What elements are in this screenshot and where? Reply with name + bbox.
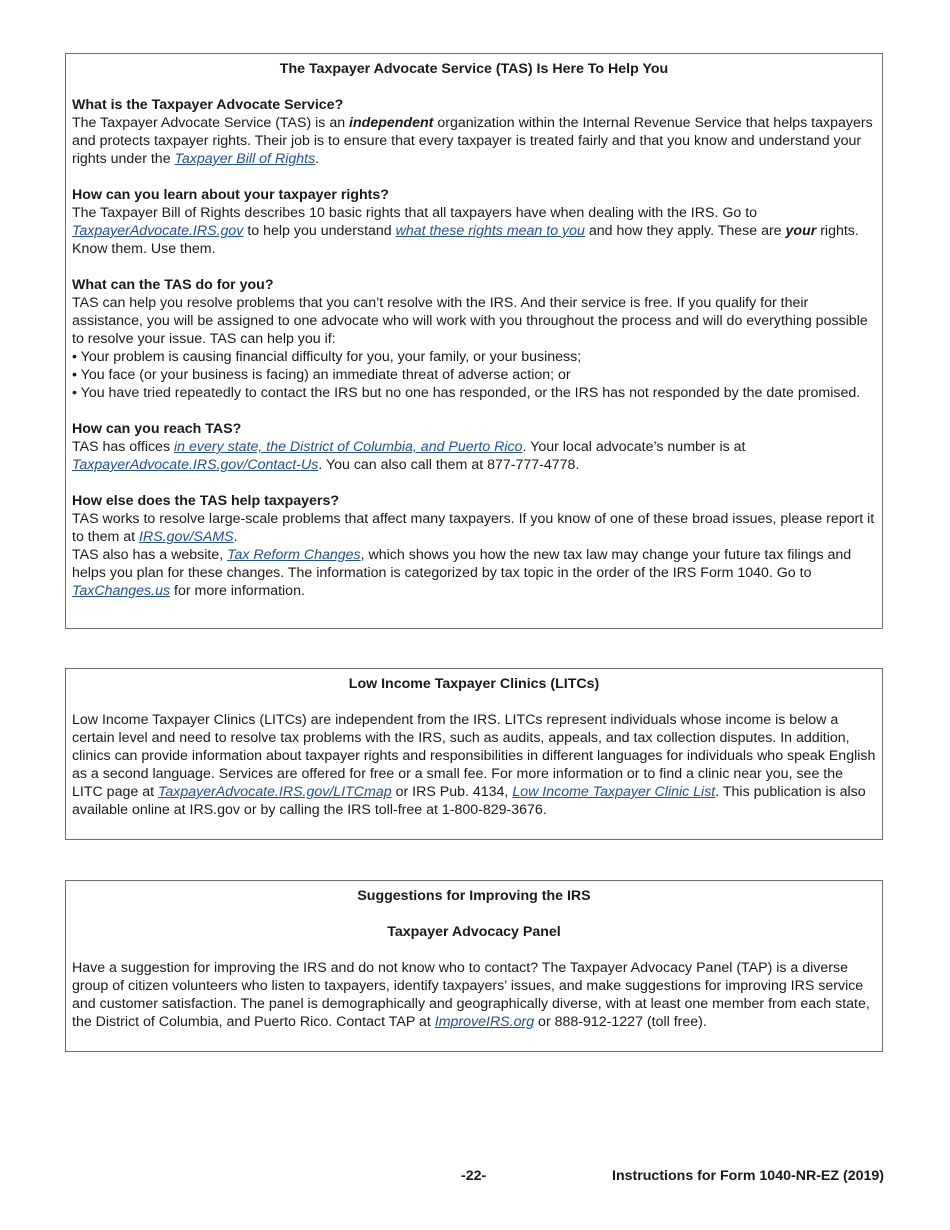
suggestions-section-title: Suggestions for Improving the IRS — [357, 888, 591, 904]
text-run: , which shows you how the new tax law may change your future tax filings and helps you plan for these changes. The information is categorized by tax topic in the order of the IRS Form 1040. Go to — [72, 547, 852, 581]
litc-clinic-list-link[interactable]: Low Income Taxpayer Clinic List — [512, 784, 716, 800]
improveirs-link[interactable]: ImproveIRS.org — [434, 1014, 535, 1030]
suggestions-paragraph — [72, 959, 876, 1031]
emphasis-text: independent — [349, 115, 434, 131]
text-run: or IRS Pub. 4134, — [391, 784, 513, 800]
suggestions-section — [65, 880, 883, 1052]
text-run: for more information. — [170, 583, 305, 599]
tas-section-title: The Taxpayer Advocate Service (TAS) Is Here To Help You — [279, 61, 669, 77]
tas-answer-what-can-do: TAS can help you resolve problems that you can’t resolve with the IRS. And their service is free. If you qualify for their assistance, you will be assigned to one advocate who will work with you throughout the process and will do everything possible to resolve your issue. TAS can help you if: — [72, 295, 868, 347]
text-run: TAS works to resolve large-scale problems that affect many taxpayers. If you know of one of these broad issues, please report it to them at — [72, 511, 875, 545]
text-run: . — [233, 529, 238, 545]
form-title-footer: Instructions for Form 1040-NR-EZ (2019) — [612, 1168, 884, 1184]
tax-reform-changes-link[interactable]: Tax Reform Changes — [227, 547, 361, 563]
tas-section — [65, 53, 883, 629]
tas-website-paragraph — [72, 546, 876, 600]
text-run: . Your local advocate’s number is at — [522, 439, 746, 455]
tas-answer-else — [72, 510, 876, 546]
tas-question-what-can-do: What can the TAS do for you? — [72, 277, 274, 293]
list-item — [72, 348, 876, 366]
list-item-text: You face (or your business is facing) an immediate threat of adverse action; or — [80, 367, 571, 383]
offices-link[interactable]: in every state, the District of Columbia, and Puerto Rico — [174, 439, 523, 455]
tas-question-what-is: What is the Taxpayer Advocate Service? — [72, 97, 344, 113]
text-run: and how they apply. These are — [584, 223, 786, 239]
text-run: . This publication is also available online at IRS.gov or by calling the IRS toll-free at 1-800-829-3676. — [72, 784, 866, 818]
text-run: . You can also call them at 877-777-4778. — [318, 457, 580, 473]
text-run: Have a suggestion for improving the IRS and do not know who to contact? The Taxpayer Advocacy Panel (TAP) is a diverse group of citizen volunteers who listen to taxpayers, identify taxpayers’ issues, and make suggestions for improving IRS service and customer satisfaction. The panel is demographically and geographically diverse, with at least one member from each state, the District of Columbia, and Puerto Rico. Contact TAP at — [72, 960, 870, 1030]
bullet-icon: • — [72, 349, 77, 365]
rights-meaning-link[interactable]: what these rights mean to you — [395, 223, 585, 239]
text-run: organization within the Internal Revenue Service that helps taxpayers and protects taxpayer rights. Their job is to ensure that every taxpayer is treated fairly and that you know and understand your rights under the — [72, 115, 873, 167]
tas-answer-reach — [72, 438, 876, 474]
litc-paragraph — [72, 711, 876, 819]
taxpayer-advocate-link[interactable]: TaxpayerAdvocate.IRS.gov — [72, 223, 244, 239]
litc-section — [65, 668, 883, 840]
text-run: The Taxpayer Advocate Service (TAS) is an — [72, 115, 350, 131]
contact-us-link[interactable]: TaxpayerAdvocate.IRS.gov/Contact-Us — [72, 457, 319, 473]
bullet-icon: • — [72, 367, 77, 383]
list-item-text: You have tried repeatedly to contact the IRS but no one has responded, or the IRS has not responded by the date promised. — [80, 385, 861, 401]
page-number: -22- — [461, 1168, 487, 1184]
tas-answer-learn-rights — [72, 204, 876, 258]
text-run: rights. Know them. Use them. — [72, 223, 859, 257]
litc-map-link[interactable]: TaxpayerAdvocate.IRS.gov/LITCmap — [157, 784, 392, 800]
list-item — [72, 366, 876, 384]
text-run: to help you understand — [243, 223, 396, 239]
list-item — [72, 384, 876, 402]
text-run: . — [315, 151, 320, 167]
tas-question-else: How else does the TAS help taxpayers? — [72, 493, 340, 509]
bullet-icon: • — [72, 385, 77, 401]
sams-link[interactable]: IRS.gov/SAMS — [139, 529, 234, 545]
emphasis-text: your — [785, 223, 817, 239]
taxpayer-bill-of-rights-link[interactable]: Taxpayer Bill of Rights — [174, 151, 316, 167]
litc-section-title: Low Income Taxpayer Clinics (LITCs) — [348, 676, 600, 692]
text-run: TAS also has a website, — [72, 547, 228, 563]
taxchanges-link[interactable]: TaxChanges.us — [72, 583, 171, 599]
list-item-text: Your problem is causing financial difficulty for you, your family, or your business; — [80, 349, 582, 365]
suggestions-subtitle: Taxpayer Advocacy Panel — [387, 924, 561, 940]
tas-answer-what-is — [72, 114, 876, 168]
tas-question-reach: How can you reach TAS? — [72, 421, 242, 437]
text-run: or 888-912-1227 (toll free). — [534, 1014, 707, 1030]
text-run: TAS has offices — [72, 439, 174, 455]
text-run: The Taxpayer Bill of Rights describes 10 basic rights that all taxpayers have when dealing with the IRS. Go to — [72, 205, 758, 221]
tas-question-learn-rights: How can you learn about your taxpayer rights? — [72, 187, 389, 203]
text-run: Low Income Taxpayer Clinics (LITCs) are independent from the IRS. LITCs represent individuals whose income is below a certain level and need to resolve tax problems with the IRS, such as audits, appeals, and tax collection disputes. In addition, clinics can provide information about taxpayer rights and responsibilities in different languages for individuals who speak English as a second language. Services are offered for free or a small fee. For more information or to find a clinic near you, see the LITC page at — [72, 712, 876, 800]
